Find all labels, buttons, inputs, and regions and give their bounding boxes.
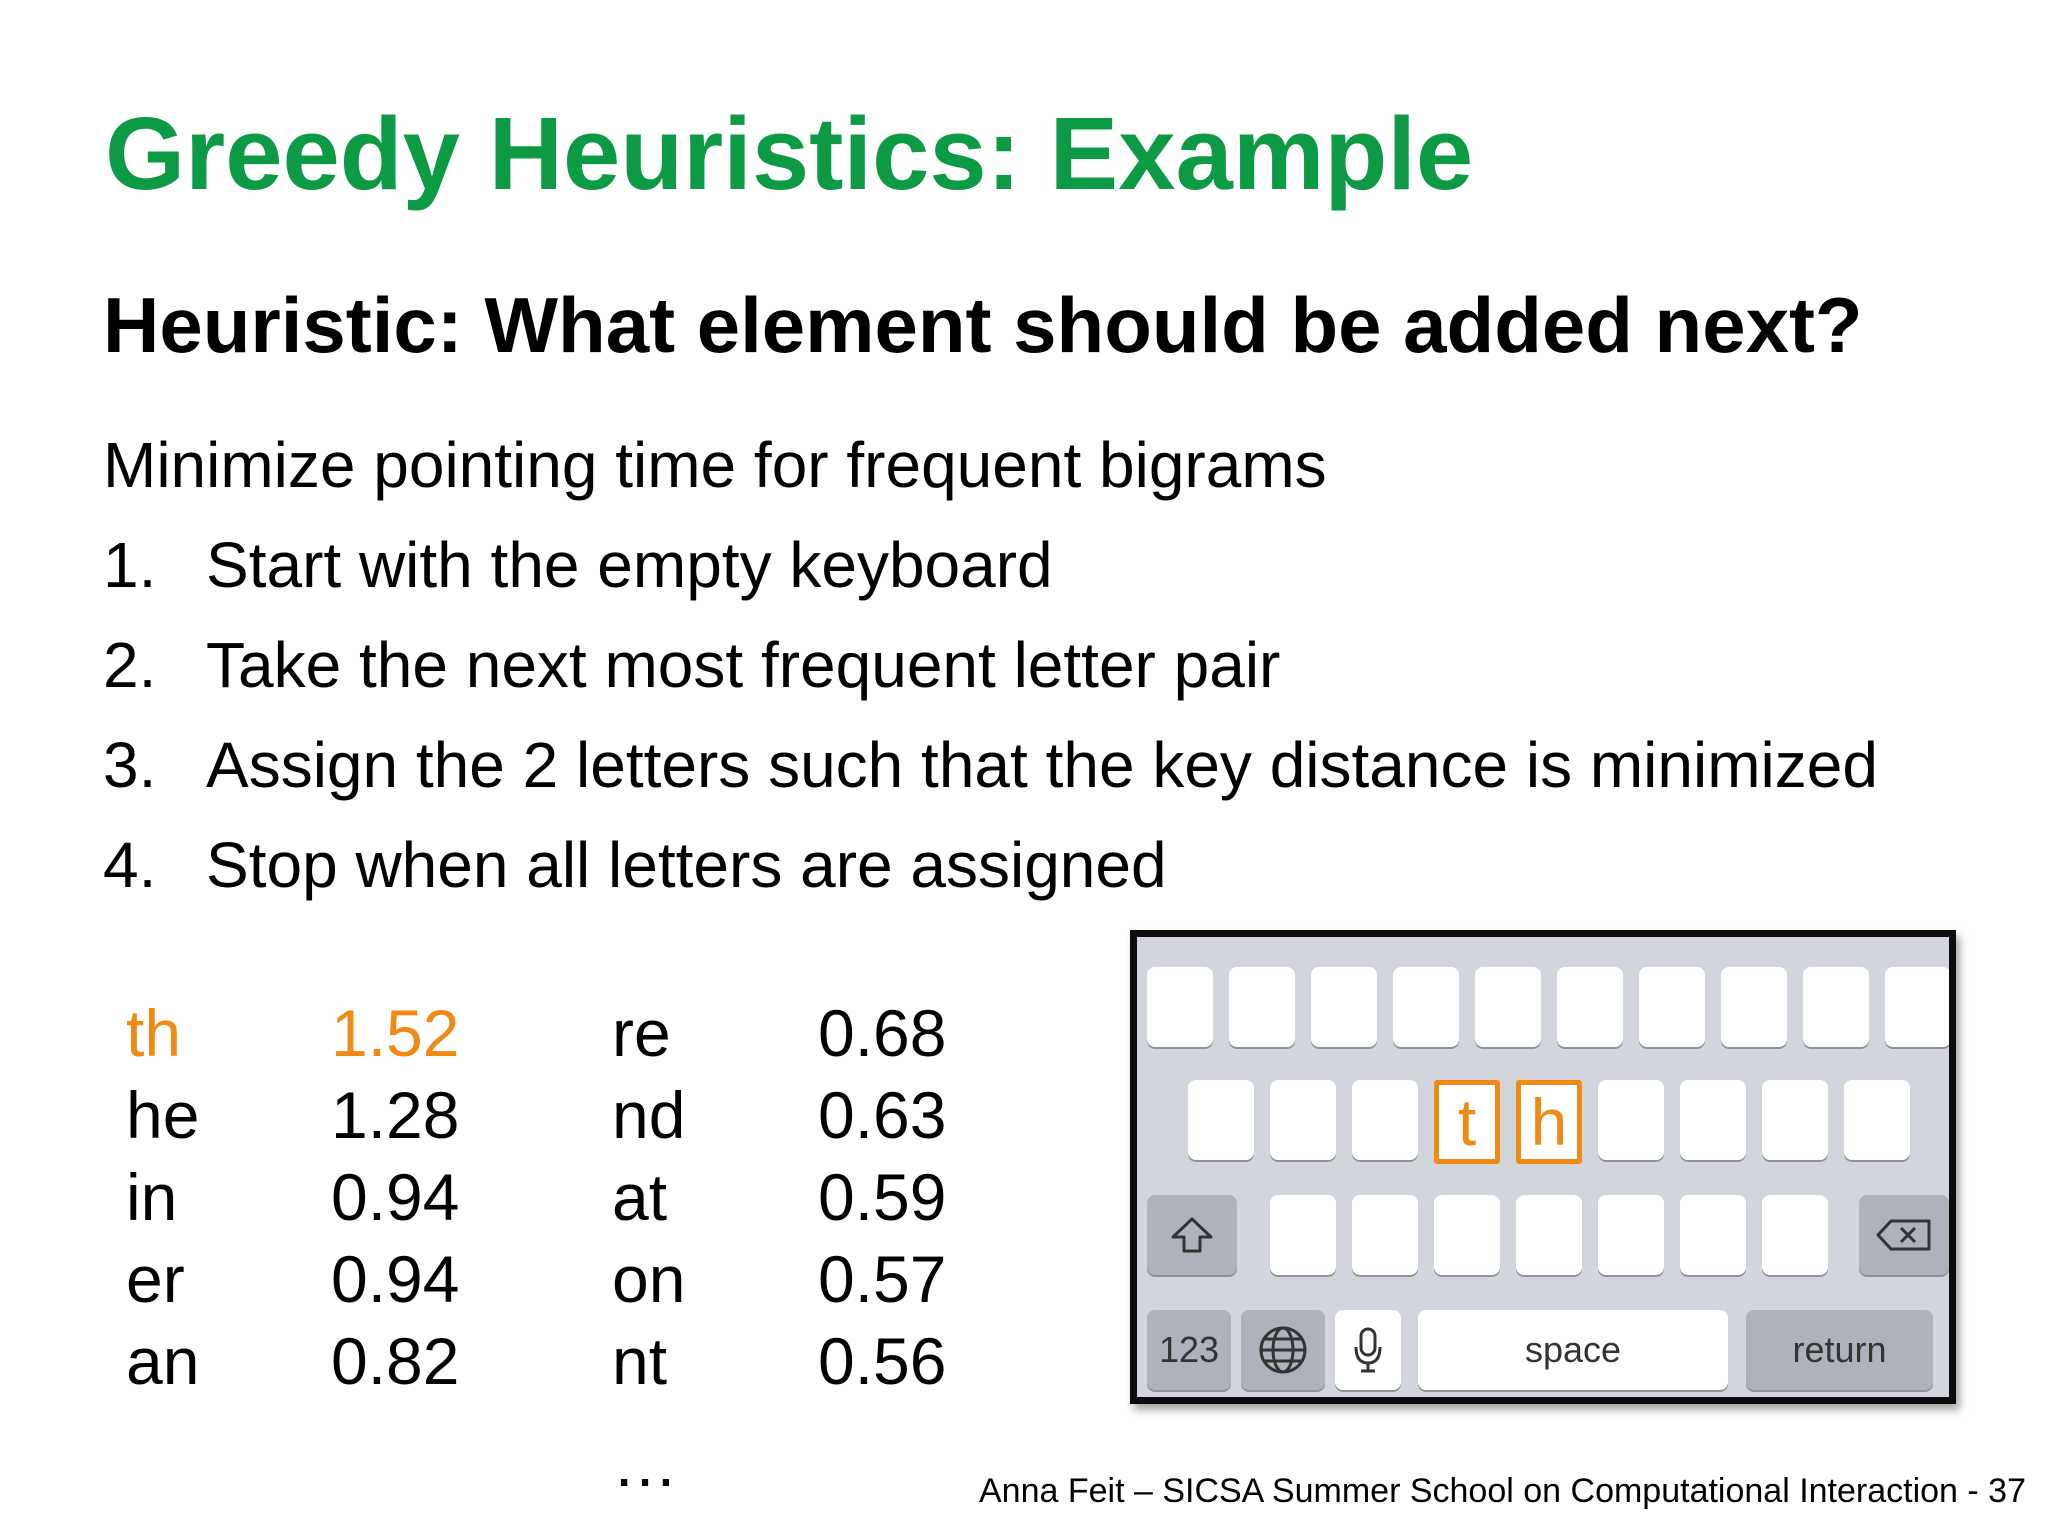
globe-key xyxy=(1241,1310,1325,1390)
bigram-value: 0.59 xyxy=(818,1160,947,1234)
bigram-label: th xyxy=(126,996,182,1070)
step-item xyxy=(103,828,1878,928)
delete-key xyxy=(1859,1195,1949,1275)
empty-key xyxy=(1680,1195,1746,1275)
empty-key xyxy=(1557,967,1623,1047)
step-number: 4. xyxy=(103,829,157,901)
empty-key xyxy=(1393,967,1459,1047)
slide-title: Greedy Heuristics: Example xyxy=(105,96,1474,211)
step-text: Start with the empty keyboard xyxy=(206,529,1053,601)
empty-key xyxy=(1352,1080,1418,1160)
empty-key xyxy=(1885,967,1951,1047)
step-number: 1. xyxy=(103,529,157,601)
numbers-key-label: 123 xyxy=(1158,1329,1220,1370)
bigram-value: 0.82 xyxy=(331,1324,460,1398)
shift-key xyxy=(1147,1195,1237,1275)
bigram-value: 1.52 xyxy=(331,996,460,1070)
step-text: Stop when all letters are assigned xyxy=(206,829,1167,901)
return-key-label: return xyxy=(1792,1329,1887,1370)
bigram-label: in xyxy=(126,1160,178,1234)
step-item xyxy=(103,728,1878,828)
assigned-key-t: t xyxy=(1434,1080,1500,1164)
bigram-label: re xyxy=(612,996,671,1070)
bigram-row xyxy=(126,1159,1026,1241)
empty-key xyxy=(1680,1080,1746,1160)
bigram-row xyxy=(126,1323,1026,1405)
more-bigrams-ellipsis: … xyxy=(612,1426,678,1500)
space-key xyxy=(1418,1310,1728,1390)
empty-key xyxy=(1270,1080,1336,1160)
intro-text: Minimize pointing time for frequent bigrams xyxy=(103,429,1327,501)
bigram-value: 0.68 xyxy=(818,996,947,1070)
empty-key xyxy=(1844,1080,1910,1160)
empty-key xyxy=(1598,1195,1664,1275)
slide-subtitle: Heuristic: What element should be added next? xyxy=(103,281,1863,369)
empty-key xyxy=(1598,1080,1664,1160)
globe-icon xyxy=(1241,1310,1325,1390)
bigram-label: nd xyxy=(612,1078,686,1152)
return-key xyxy=(1746,1310,1933,1390)
bigram-label: he xyxy=(126,1078,200,1152)
empty-key xyxy=(1270,1195,1336,1275)
bigram-label: er xyxy=(126,1242,185,1316)
space-key-label: space xyxy=(1524,1329,1622,1370)
empty-key xyxy=(1434,1195,1500,1275)
empty-key xyxy=(1352,1195,1418,1275)
empty-key xyxy=(1762,1080,1828,1160)
empty-key xyxy=(1803,967,1869,1047)
delete-icon xyxy=(1859,1195,1949,1275)
bigram-value: 0.56 xyxy=(818,1324,947,1398)
step-item xyxy=(103,528,1878,628)
microphone-icon xyxy=(1335,1310,1401,1390)
step-number: 3. xyxy=(103,729,157,801)
keyboard-illustration xyxy=(1130,930,1956,1404)
step-number: 2. xyxy=(103,629,157,701)
bigram-value: 1.28 xyxy=(331,1078,460,1152)
bigram-label: on xyxy=(612,1242,686,1316)
empty-key xyxy=(1475,967,1541,1047)
empty-key xyxy=(1516,1195,1582,1275)
steps-list xyxy=(103,528,1878,928)
bigram-row xyxy=(126,1077,1026,1159)
bigram-label: at xyxy=(612,1160,668,1234)
bigram-value: 0.57 xyxy=(818,1242,947,1316)
empty-key xyxy=(1639,967,1705,1047)
step-text: Take the next most frequent letter pair xyxy=(206,629,1281,701)
numbers-key xyxy=(1147,1310,1231,1390)
bigram-row xyxy=(126,1241,1026,1323)
bigram-row-right xyxy=(126,995,1026,1077)
slide-footer: Anna Feit – SICSA Summer School on Computational Interaction - 37 xyxy=(979,1472,2026,1510)
empty-key xyxy=(1311,967,1377,1047)
bigram-label: nt xyxy=(612,1324,668,1398)
step-text: Assign the 2 letters such that the key distance is minimized xyxy=(206,729,1878,801)
shift-icon xyxy=(1147,1195,1237,1275)
bigram-value: 0.94 xyxy=(331,1242,460,1316)
empty-key xyxy=(1762,1195,1828,1275)
bigram-value: 0.63 xyxy=(818,1078,947,1152)
bigram-value: 0.94 xyxy=(331,1160,460,1234)
empty-key xyxy=(1147,967,1213,1047)
step-item xyxy=(103,628,1878,728)
empty-key xyxy=(1721,967,1787,1047)
bigram-label: an xyxy=(126,1324,200,1398)
empty-key xyxy=(1229,967,1295,1047)
microphone-key xyxy=(1335,1310,1401,1390)
empty-key xyxy=(1188,1080,1254,1160)
assigned-key-h: h xyxy=(1516,1080,1582,1164)
